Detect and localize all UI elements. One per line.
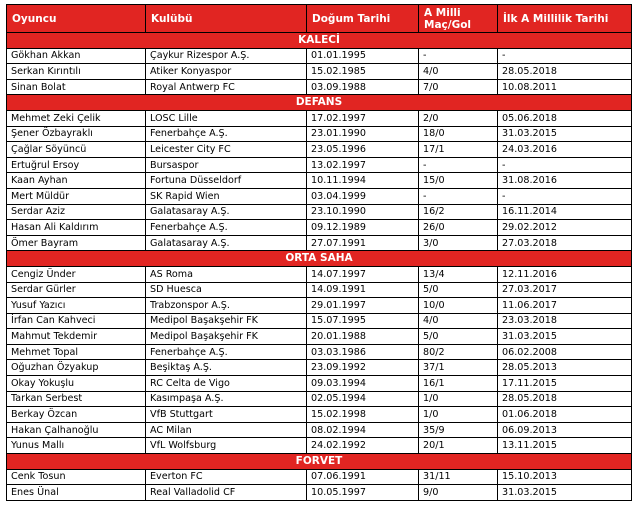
birth-date-cell: 23.05.1996 [307,142,419,158]
caps-goals-cell: 5/0 [419,282,498,298]
birth-date-cell: 15.02.1985 [307,64,419,80]
player-name-cell: Gökhan Akkan [7,48,146,64]
header-player: Oyuncu [7,5,146,33]
player-row [7,376,632,392]
birth-date-cell: 29.01.1997 [307,298,419,314]
birth-date-cell: 09.03.1994 [307,376,419,392]
club-cell: Fenerbahçe A.Ş. [146,220,307,236]
first-cap-date-cell: 12.11.2016 [498,266,632,282]
player-name-cell: Serdar Gürler [7,282,146,298]
player-row [7,126,632,142]
club-cell: AS Roma [146,266,307,282]
player-row [7,235,632,251]
player-row [7,438,632,454]
club-cell: RC Celta de Vigo [146,376,307,392]
player-row [7,204,632,220]
caps-goals-cell: 15/0 [419,173,498,189]
club-cell: LOSC Lille [146,110,307,126]
birth-date-cell: 07.06.1991 [307,469,419,485]
caps-goals-cell: 10/0 [419,298,498,314]
player-name-cell: Yunus Mallı [7,438,146,454]
first-cap-date-cell: 17.11.2015 [498,376,632,392]
player-row [7,407,632,423]
first-cap-date-cell: 29.02.2012 [498,220,632,236]
squad-table [6,4,632,501]
caps-goals-cell: 37/1 [419,360,498,376]
caps-goals-cell: 7/0 [419,79,498,95]
player-name-cell: Enes Ünal [7,485,146,501]
caps-goals-cell: 13/4 [419,266,498,282]
first-cap-date-cell: 28.05.2018 [498,391,632,407]
player-row [7,142,632,158]
player-name-cell: Sinan Bolat [7,79,146,95]
caps-goals-cell: 4/0 [419,64,498,80]
caps-goals-cell: 31/11 [419,469,498,485]
player-row [7,391,632,407]
first-cap-date-cell: 13.11.2015 [498,438,632,454]
first-cap-date-cell: 23.03.2018 [498,313,632,329]
player-name-cell: Yusuf Yazıcı [7,298,146,314]
player-row [7,329,632,345]
player-row [7,298,632,314]
caps-goals-cell: 18/0 [419,126,498,142]
first-cap-date-cell: 01.06.2018 [498,407,632,423]
caps-goals-cell: 16/1 [419,376,498,392]
header-caps-goals: A Milli Maç/Gol [419,5,498,33]
club-cell: Galatasaray A.Ş. [146,204,307,220]
birth-date-cell: 03.04.1999 [307,188,419,204]
section-title: ORTA SAHA [7,251,632,267]
birth-date-cell: 13.02.1997 [307,157,419,173]
player-name-cell: Mehmet Zeki Çelik [7,110,146,126]
club-cell: Beşiktaş A.Ş. [146,360,307,376]
table-header-row [7,5,632,33]
birth-date-cell: 03.03.1986 [307,344,419,360]
player-row [7,79,632,95]
player-row [7,173,632,189]
section-row [7,95,632,111]
player-name-cell: Cengiz Ünder [7,266,146,282]
club-cell: SD Huesca [146,282,307,298]
birth-date-cell: 17.02.1997 [307,110,419,126]
player-name-cell: Okay Yokuşlu [7,376,146,392]
club-cell: Kasımpaşa A.Ş. [146,391,307,407]
caps-goals-cell: 4/0 [419,313,498,329]
section-row [7,251,632,267]
caps-goals-cell: 1/0 [419,391,498,407]
player-name-cell: İrfan Can Kahveci [7,313,146,329]
club-cell: Everton FC [146,469,307,485]
player-row [7,313,632,329]
player-row [7,220,632,236]
player-row [7,48,632,64]
club-cell: Real Valladolid CF [146,485,307,501]
player-name-cell: Serdar Aziz [7,204,146,220]
player-name-cell: Oğuzhan Özyakup [7,360,146,376]
player-row [7,266,632,282]
club-cell: VfL Wolfsburg [146,438,307,454]
birth-date-cell: 20.01.1988 [307,329,419,345]
caps-goals-cell: 1/0 [419,407,498,423]
player-name-cell: Mert Müldür [7,188,146,204]
club-cell: Atiker Konyaspor [146,64,307,80]
birth-date-cell: 08.02.1994 [307,422,419,438]
player-name-cell: Ertuğrul Ersoy [7,157,146,173]
birth-date-cell: 23.09.1992 [307,360,419,376]
player-name-cell: Cenk Tosun [7,469,146,485]
caps-goals-cell: 35/9 [419,422,498,438]
first-cap-date-cell: 11.06.2017 [498,298,632,314]
club-cell: VfB Stuttgart [146,407,307,423]
caps-goals-cell: 20/1 [419,438,498,454]
birth-date-cell: 14.07.1997 [307,266,419,282]
caps-goals-cell: 26/0 [419,220,498,236]
first-cap-date-cell: 10.08.2011 [498,79,632,95]
first-cap-date-cell: - [498,188,632,204]
player-row [7,422,632,438]
club-cell: Çaykur Rizespor A.Ş. [146,48,307,64]
first-cap-date-cell: 27.03.2017 [498,282,632,298]
player-row [7,64,632,80]
section-title: DEFANS [7,95,632,111]
birth-date-cell: 27.07.1991 [307,235,419,251]
birth-date-cell: 14.09.1991 [307,282,419,298]
club-cell: Royal Antwerp FC [146,79,307,95]
club-cell: Fenerbahçe A.Ş. [146,344,307,360]
first-cap-date-cell: 31.03.2015 [498,485,632,501]
caps-goals-cell: 16/2 [419,204,498,220]
first-cap-date-cell: 05.06.2018 [498,110,632,126]
player-name-cell: Berkay Özcan [7,407,146,423]
player-name-cell: Kaan Ayhan [7,173,146,189]
first-cap-date-cell: 15.10.2013 [498,469,632,485]
birth-date-cell: 01.01.1995 [307,48,419,64]
header-first-cap-date: İlk A Millilik Tarihi [498,5,632,33]
caps-goals-cell: 3/0 [419,235,498,251]
caps-goals-cell: - [419,157,498,173]
birth-date-cell: 09.12.1989 [307,220,419,236]
first-cap-date-cell: 24.03.2016 [498,142,632,158]
club-cell: Trabzonspor A.Ş. [146,298,307,314]
birth-date-cell: 10.11.1994 [307,173,419,189]
player-name-cell: Tarkan Serbest [7,391,146,407]
birth-date-cell: 10.05.1997 [307,485,419,501]
caps-goals-cell: 17/1 [419,142,498,158]
birth-date-cell: 23.01.1990 [307,126,419,142]
birth-date-cell: 15.07.1995 [307,313,419,329]
header-birth-date: Doğum Tarihi [307,5,419,33]
first-cap-date-cell: 06.09.2013 [498,422,632,438]
player-row [7,344,632,360]
player-row [7,469,632,485]
player-name-cell: Hasan Ali Kaldırım [7,220,146,236]
player-row [7,110,632,126]
birth-date-cell: 03.09.1988 [307,79,419,95]
club-cell: AC Milan [146,422,307,438]
first-cap-date-cell: - [498,48,632,64]
first-cap-date-cell: 28.05.2013 [498,360,632,376]
player-name-cell: Hakan Çalhanoğlu [7,422,146,438]
caps-goals-cell: - [419,48,498,64]
club-cell: Fenerbahçe A.Ş. [146,126,307,142]
club-cell: Leicester City FC [146,142,307,158]
caps-goals-cell: 2/0 [419,110,498,126]
caps-goals-cell: 9/0 [419,485,498,501]
birth-date-cell: 02.05.1994 [307,391,419,407]
section-row [7,33,632,49]
first-cap-date-cell: 31.03.2015 [498,329,632,345]
player-row [7,282,632,298]
first-cap-date-cell: 27.03.2018 [498,235,632,251]
birth-date-cell: 24.02.1992 [307,438,419,454]
club-cell: Bursaspor [146,157,307,173]
player-row [7,157,632,173]
section-row [7,454,632,470]
caps-goals-cell: - [419,188,498,204]
club-cell: Medipol Başakşehir FK [146,329,307,345]
first-cap-date-cell: 16.11.2014 [498,204,632,220]
player-row [7,485,632,501]
club-cell: Galatasaray A.Ş. [146,235,307,251]
player-row [7,360,632,376]
player-name-cell: Ömer Bayram [7,235,146,251]
player-name-cell: Çağlar Söyüncü [7,142,146,158]
section-title: FORVET [7,454,632,470]
player-name-cell: Mahmut Tekdemir [7,329,146,345]
caps-goals-cell: 80/2 [419,344,498,360]
club-cell: Medipol Başakşehir FK [146,313,307,329]
first-cap-date-cell: 31.08.2016 [498,173,632,189]
club-cell: SK Rapid Wien [146,188,307,204]
first-cap-date-cell: 28.05.2018 [498,64,632,80]
club-cell: Fortuna Düsseldorf [146,173,307,189]
player-row [7,188,632,204]
birth-date-cell: 23.10.1990 [307,204,419,220]
first-cap-date-cell: 06.02.2008 [498,344,632,360]
birth-date-cell: 15.02.1998 [307,407,419,423]
caps-goals-cell: 5/0 [419,329,498,345]
squad-table-body [7,5,632,501]
player-name-cell: Şener Özbayraklı [7,126,146,142]
player-name-cell: Serkan Kırıntılı [7,64,146,80]
player-name-cell: Mehmet Topal [7,344,146,360]
section-title: KALECİ [7,33,632,49]
header-club: Kulübü [146,5,307,33]
first-cap-date-cell: - [498,157,632,173]
first-cap-date-cell: 31.03.2015 [498,126,632,142]
